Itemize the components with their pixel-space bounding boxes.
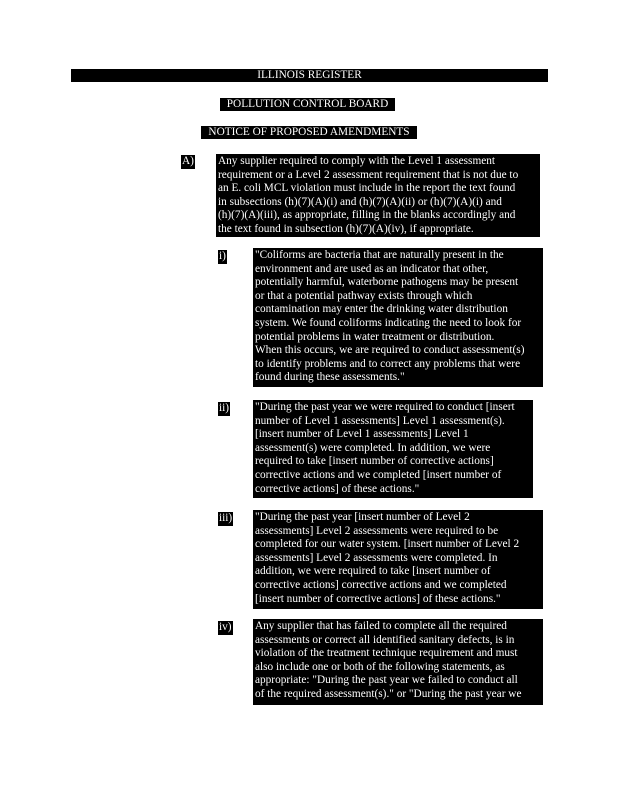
item-i-label: i): [219, 250, 226, 262]
item-iv-text: Any supplier that has failed to complete all the required assessments or correct all identified sanitary defects, is in violation of the treatment technique requirement and must also include one or both of the following statements, as appropriate: "During the past year we failed to conduct all of the required assessment(s)." or "During the past year we: [253, 619, 543, 705]
register-title: ILLINOIS REGISTER: [257, 69, 362, 81]
item-ii-label: ii): [219, 402, 230, 414]
section-a-label: A): [182, 155, 194, 167]
notice-title: NOTICE OF PROPOSED AMENDMENTS: [201, 126, 417, 139]
board-title: POLLUTION CONTROL BOARD: [220, 98, 395, 111]
item-iii-label: iii): [219, 512, 233, 524]
section-a-text: Any supplier required to comply with the Level 1 assessment requirement or a Level 2 assessment requirement that is not due to an E. coli MCL violation must include in the report the text found in subsections (h)(7)(A)(i) and (h)(7)(A)(ii) or (h)(7)(A)(i) and (h)(7)(A)(iii), as appropriate, filling in the blanks accordingly and the text found in subsection (h)(7)(A)(iv), if appropriate.: [216, 154, 540, 237]
item-i-text: "Coliforms are bacteria that are naturally present in the environment and are used as an indicator that other, potentially harmful, waterborne pathogens may be present or that a potential pathway exists through which contamination may enter the drinking water distribution system. We found coliforms indicating the need to look for potential problems in water treatment or distribution. When this occurs, we are required to conduct assessment(s) to identify problems and to correct any problems that were found during these assessments.": [253, 248, 543, 387]
item-ii-text: "During the past year we were required to conduct [insert number of Level 1 assessments] Level 1 assessment(s). [insert number of Level 1 assessments] Level 1 assessment(s) were completed. In addition, we were required to take [insert number of corrective actions] corrective actions and we completed [insert number of corrective actions] of these actions.": [253, 400, 533, 498]
register-title-bar: [71, 69, 548, 82]
item-iii-text: "During the past year [insert number of Level 2 assessments] Level 2 assessments were required to be completed for our water system. [insert number of Level 2 assessments] Level 2 assessments were completed. In addition, we were required to take [insert number of corrective actions] corrective actions and we completed [insert number of corrective actions] of these actions.": [253, 510, 543, 609]
item-iv-label: iv): [219, 621, 232, 633]
